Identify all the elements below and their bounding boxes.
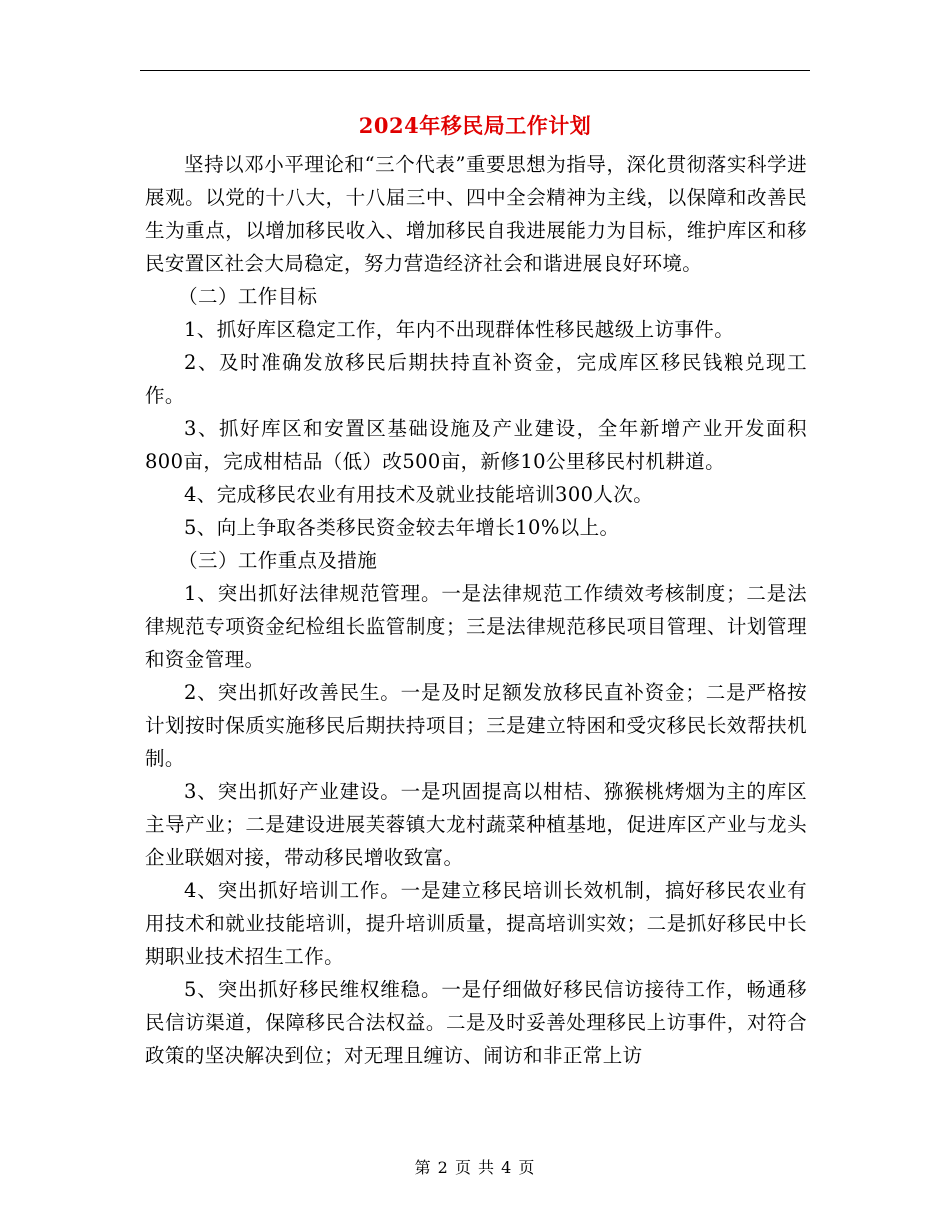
header-rule bbox=[140, 70, 810, 71]
measure-item-1: 1、突出抓好法律规范管理。一是法律规范工作绩效考核制度；二是法律规范专项资金纪检组长监管制度；三是法律规范移民项目管理、计划管理和资金管理。 bbox=[145, 582, 807, 671]
measure-item-3: 3、突出抓好产业建设。一是巩固提高以柑桔、猕猴桃烤烟为主的库区主导产业；二是建设进展芙蓉镇大龙村蔬菜种植基地，促进库区产业与龙头企业联姻对接，带动移民增收致富。 bbox=[145, 780, 807, 869]
document-body bbox=[145, 148, 807, 1072]
document-title: 2024年移民局工作计划 bbox=[358, 113, 592, 138]
page-footer: 第 2 页 共 4 页 bbox=[414, 1158, 536, 1177]
goal-item-2: 2、及时准确发放移民后期扶持直补资金，完成库区移民钱粮兑现工作。 bbox=[145, 351, 807, 407]
goal-item-5: 5、向上争取各类移民资金较去年增长10%以上。 bbox=[184, 516, 620, 539]
intro-paragraph: 坚持以邓小平理论和“三个代表”重要思想为指导，深化贯彻落实科学进展观。以党的十八大，十八届三中、四中全会精神为主线，以保障和改善民生为重点，以增加移民收入、增加移民自我进展能力为目标，维护库区和移民安置区社会大局稳定，努力营造经济社会和谐进展良好环境。 bbox=[145, 153, 807, 275]
measure-item-5: 5、突出抓好移民维权维稳。一是仔细做好移民信访接待工作，畅通移民信访渠道，保障移民合法权益。二是及时妥善处理移民上访事件，对符合政策的坚决解决到位；对无理且缠访、闹访和非正常上访 bbox=[145, 978, 807, 1067]
goal-item-4: 4、完成移民农业有用技术及就业技能培训300人次。 bbox=[184, 483, 654, 506]
section-heading-measures: （三）工作重点及措施 bbox=[178, 549, 378, 572]
measure-item-4: 4、突出抓好培训工作。一是建立移民培训长效机制，搞好移民农业有用技术和就业技能培训，提升培训质量，提高培训实效；二是抓好移民中长期职业技术招生工作。 bbox=[145, 879, 807, 968]
section-heading-goals: （二）工作目标 bbox=[178, 285, 318, 308]
goal-item-3: 3、抓好库区和安置区基础设施及产业建设，全年新增产业开发面积 800亩，完成柑桔品（低）改500亩，新修10公里移民村机耕道。 bbox=[145, 417, 807, 473]
goal-item-1: 1、抓好库区稳定工作，年内不出现群体性移民越级上访事件。 bbox=[184, 318, 735, 341]
measure-item-2: 2、突出抓好改善民生。一是及时足额发放移民直补资金；二是严格按计划按时保质实施移民后期扶持项目；三是建立特困和受灾移民长效帮扶机制。 bbox=[145, 681, 807, 770]
